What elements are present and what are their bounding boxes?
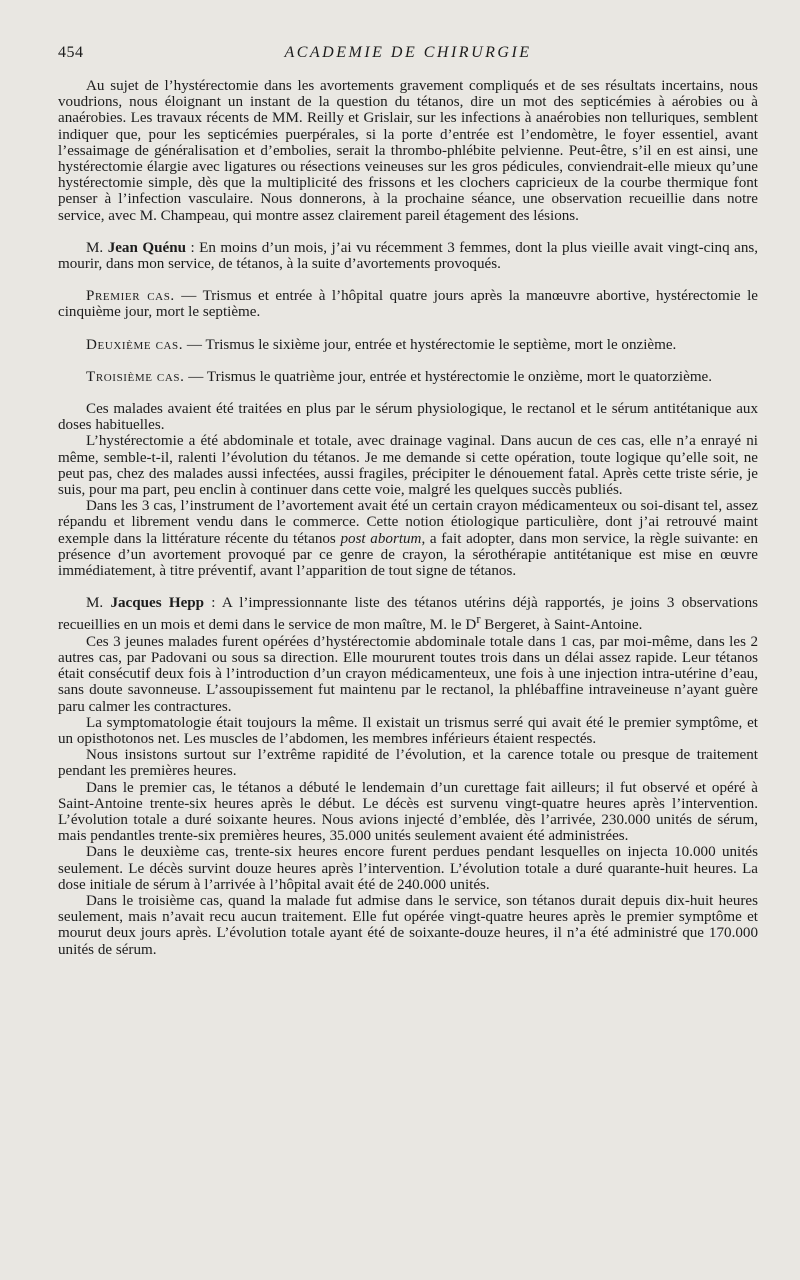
paragraph: Ces malades avaient été traitées en plus par le sérum physiologique, le rectanol et le sérum antitétanique aux doses habituelles.	[58, 401, 758, 434]
paragraph: Au sujet de l’hystérectomie dans les avortements gravement compliqués et de ses résultats incertains, nous voudrions, nous éloignant un instant de la question du tétanos, dire un mot des septicémies à aérobies ou à anaérobies. Les travaux récents de MM. Reilly et Grislair, sur les infections à anaérobies non telluriques, semblent indiquer que, pour les septicémies puerpérales, si la porte d’entrée est l’endomètre, le foyer essentiel, avant l’essaimage de généralisation et d’embolies, serait la thrombo-phlébite pelvienne. Peut-être, s’il en est ainsi, une hystérectomie élargie avec ligatures ou résections veineuses sur les gros pédicules, conviendrait-elle mieux qu’une hystérectomie simple, dès que la multiplicité des frissons et les clochers capricieux de la courbe thermique font penser à l’infection vasculaire. Nous donnerons, à la prochaine séance, une observation recueillie dans notre service, avec M. Champeau, qui montre assez clairement pareil étagement des lésions.	[58, 78, 758, 224]
case-paragraph	[58, 369, 758, 385]
speaker-name: Jacques Hepp	[110, 595, 205, 612]
speaker-paragraph-hepp	[58, 595, 758, 633]
italic-term: post abortum	[340, 530, 422, 547]
case-text: — Trismus le sixième jour, entrée et hystérectomie le septième, mort le onzième.	[183, 336, 677, 353]
speaker-text: Bergeret, à Saint-Antoine.	[480, 617, 643, 634]
case-text: — Trismus le quatrième jour, entrée et hystérectomie le onzième, mort le quatorzième.	[184, 368, 713, 385]
case-paragraph	[58, 337, 758, 353]
running-title: ACADEMIE DE CHIRURGIE	[284, 44, 532, 61]
page-header	[58, 44, 758, 68]
speaker-text: : En moins d’un mois, j’ai vu récemment 3 femmes, dont la plus vieille avait vingt-cinq ans, mourir, dans mon service, de tétanos, à la suite d’avortements provoqués.	[58, 239, 759, 273]
article-body	[58, 78, 758, 958]
case-label: Deuxième cas.	[86, 336, 184, 353]
paragraph: Dans le premier cas, le tétanos a débuté le lendemain d’un curettage fait ailleurs; il fut observé et opéré à Saint-Antoine trente-six heures après le début. Le décès est survenu vingt-quatre heures après l’intervention. L’évolution totale a duré soixante heures. Nous avions injecté d’emblée, dès l’arrivée, 230.000 unités de sérum, mais pendantles trente-six premières heures, 35.000 unités seulement avaient été administrées.	[58, 779, 758, 845]
superscript: r	[476, 612, 481, 627]
paragraph: Dans le deuxième cas, trente-six heures encore furent perdues pendant lesquelles on injecta 10.000 unités seulement. Le décès survint douze heures après l’intervention. L’évolution totale a duré quarante-huit heures. La dose initiale de sérum à l’arrivée à l’hôpital avait été de 240.000 unités.	[58, 844, 758, 893]
page-number: 454	[58, 44, 84, 61]
case-label: Troisième cas.	[86, 368, 185, 385]
speaker-paragraph-quenu	[58, 240, 758, 272]
paragraph: La symptomatologie était toujours la même. Il existait un trismus serré qui avait été le premier symptôme, et un opisthotonos net. Les muscles de l’abdomen, les membres inférieurs étaient respectés.	[58, 714, 758, 747]
speaker-prefix: M.	[86, 595, 111, 612]
text-run: , a fait adopter, dans mon service, la règle suivante: en présence d’un avortement provoqué par ce genre de crayon, la sérothérapie antitétanique est mise en œuvre immédiatement, à titre préventif, avant l’apparition de tout signe de tétanos.	[58, 530, 759, 580]
case-text: — Trismus et entrée à l’hôpital quatre jours après la manœuvre abortive, hystérectomie le cinquième jour, mort le septième.	[58, 288, 758, 321]
paragraph	[58, 498, 758, 579]
text-run: Dans les 3 cas, l’instrument de l’avortement avait été un certain crayon médicamenteux ou soi-disant tel, assez répandu et librement vendu dans le commerce. Cette notion étiologique particulière, dont j’ai retrouvé maint exemple dans la littérature récente du tétanos	[58, 498, 758, 547]
case-paragraph	[58, 288, 758, 320]
case-label: Premier cas.	[86, 288, 175, 305]
paragraph: L’hystérectomie a été abdominale et totale, avec drainage vaginal. Dans aucun de ces cas, elle n’a enrayé ni même, semble-t-il, ralenti l’évolution du tétanos. Je me demande si cette opération, toute logique qu’elle soit, ne peut pas, chez des malades aussi infectées, aussi fragiles, précipiter le dénouement fatal. Après cette triste série, je suis, pour ma part, peu enclin à continuer dans cette voie, malgré les quelques succès publiés.	[58, 433, 758, 499]
speaker-name: Jean Quénu	[107, 239, 186, 256]
paragraph: Nous insistons surtout sur l’extrême rapidité de l’évolution, et la carence totale ou presque de traitement pendant les premières heures.	[58, 747, 758, 780]
paragraph: Dans le troisième cas, quand la malade fut admise dans le service, son tétanos durait depuis dix-huit heures seulement, mais n’avait recu aucun traitement. Elle fut opérée vingt-quatre heures après le premier symptôme et mourut deux jours après. L’évolution totale ayant été de soixante-douze heures, il n’a été administré que 170.000 unités de sérum.	[58, 892, 758, 958]
speaker-prefix: M.	[86, 239, 108, 256]
speaker-text: : A l’impressionnante liste des tétanos utérins déjà rapportés, je joins 3 observations recueillies en un mois et demi dans le service de mon maître, M. le D	[58, 595, 758, 634]
paragraph: Ces 3 jeunes malades furent opérées d’hystérectomie abdominale totale dans 1 cas, par moi-même, dans les 2 autres cas, par Padovani ou sous sa direction. Elle moururent toutes trois dans un délai assez rapide. Leur tétanos était consécutif deux fois à l’introduction d’un crayon médicamenteux, une fois à une injection intra-utérine d’eau, sans doute savonneuse. L’assoupissement fut maintenu par le rectanol, la phlébaffine intraveineuse n’ayant guère paru calmer les contractures.	[58, 633, 758, 715]
